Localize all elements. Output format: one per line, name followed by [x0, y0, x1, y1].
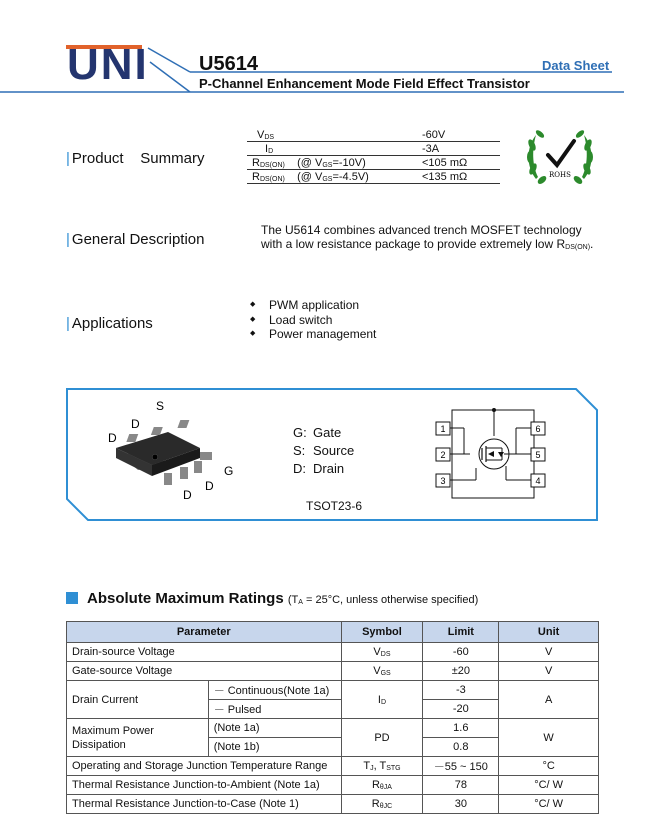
table-row: Drain-source Voltage $V_{DS}$ -60 V [67, 643, 599, 662]
table-row: Thermal Resistance Junction-to-Case (Note 1) $R_{\theta JC}$ 30 °C/ W [67, 795, 599, 814]
section-applications: | Applications [66, 315, 153, 332]
product-subtitle: P-Channel Enhancement Mode Field Effect Transistor [199, 76, 530, 91]
summary-row-rds-4v5: $R_{DS(ON)}$ (@ $V_{GS}=-4.5V$) <135 mΩ [247, 170, 500, 184]
svg-text:6: 6 [535, 424, 541, 434]
ratings-title: Absolute Maximum Ratings ($T_A = 25^\circ C$, unless otherwise specified) [66, 590, 478, 607]
svg-text:ROHS: ROHS [549, 171, 571, 179]
summary-row-rds-10v: $R_{DS(ON)}$ (@ $V_{GS}=-10V$) <105 mΩ [247, 156, 500, 170]
general-description-text: The U5614 combines advanced trench MOSFET technology with a low resistance package to provide extremely low $R_{DS(ON)}$. [261, 223, 594, 251]
pin-label-d: D [183, 488, 192, 502]
part-number: U5614 [199, 53, 258, 75]
section-marker-icon [66, 592, 78, 604]
data-sheet-label: Data Sheet [542, 58, 610, 73]
list-item: ◆ Power management [250, 327, 376, 342]
list-item: ◆ PWM application [250, 298, 376, 313]
table-row: Gate-source Voltage $V_{GS}$ ±20 V [67, 662, 599, 681]
pin-legend-drain: D: Drain [293, 461, 345, 476]
pin-label-d: D [205, 479, 214, 493]
table-row: Operating and Storage Junction Temperature Range $T_J$, $T_{STG}$ －55 ~ 150 °C [67, 757, 599, 776]
svg-text:3: 3 [440, 476, 446, 486]
svg-text:5: 5 [535, 450, 541, 460]
absolute-maximum-ratings-table [66, 621, 599, 814]
summary-row-id: $I_D$ -3A [247, 142, 500, 156]
pin-legend-gate: G: Gate [293, 425, 342, 440]
product-summary-table [247, 128, 500, 184]
pin-label-d: D [131, 417, 140, 431]
svg-text:2: 2 [440, 450, 446, 460]
section-product-summary: | Product Summary [66, 150, 205, 167]
applications-list [250, 298, 376, 342]
rohs-badge-icon [524, 125, 596, 187]
table-header-row: Parameter Symbol Limit Unit [67, 622, 599, 643]
pin-legend-source: S: Source [293, 443, 355, 458]
pin-legend [293, 424, 354, 478]
company-logo: UNI [67, 40, 149, 89]
table-row: (Note 1b) 0.8 [67, 738, 599, 757]
pin-label-g: G [224, 464, 234, 478]
list-item: ◆ Load switch [250, 313, 376, 328]
package-name: TSOT23-6 [306, 499, 363, 513]
svg-text:1: 1 [440, 424, 446, 434]
table-row: Thermal Resistance Junction-to-Ambient (Note 1a) $R_{\theta JA}$ 78 °C/ W [67, 776, 599, 795]
summary-row-vds: $V_{DS}$ -60V [247, 128, 500, 142]
table-row: － Pulsed -20 [67, 700, 599, 719]
table-row: Maximum Power Dissipation (Note 1a) PD 1.6 W [67, 719, 599, 738]
table-row: Drain Current － Continuous(Note 1a) $I_D$ -3 A [67, 681, 599, 700]
svg-text:4: 4 [535, 476, 541, 486]
pinout-schematic [436, 408, 545, 498]
pin-label-d: D [108, 431, 117, 445]
section-general-description: | General Description [66, 231, 205, 248]
pin-label-s: S [156, 399, 165, 413]
